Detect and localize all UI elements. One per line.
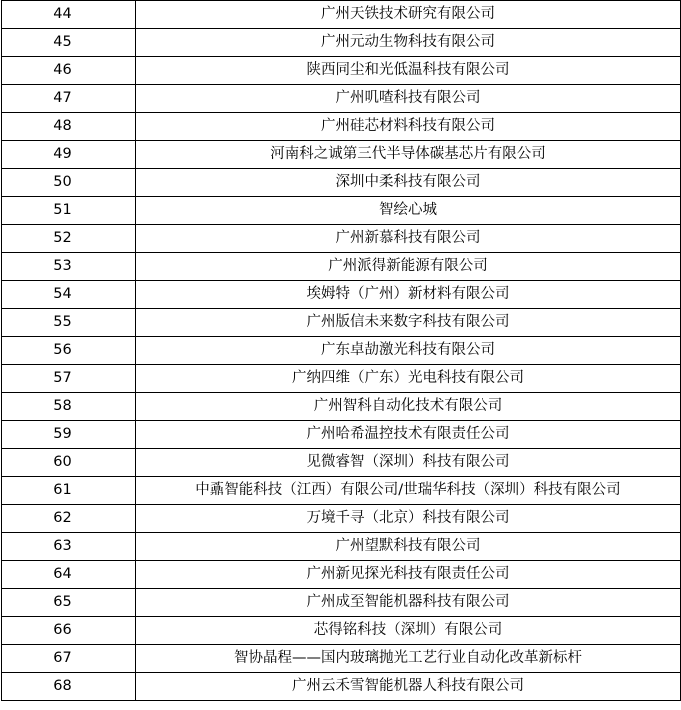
company-name: 智协晶程——国内玻璃抛光工艺行业自动化改革新标杆 — [136, 645, 681, 673]
row-number: 47 — [2, 85, 136, 113]
table-row — [2, 57, 681, 85]
row-number: 56 — [2, 337, 136, 365]
table-row — [2, 253, 681, 281]
company-name: 万境千寻（北京）科技有限公司 — [136, 505, 681, 533]
company-name: 广州天铁技术研究有限公司 — [136, 1, 681, 29]
table-row — [2, 533, 681, 561]
company-name: 广州智科自动化技术有限公司 — [136, 393, 681, 421]
row-number: 46 — [2, 57, 136, 85]
row-number: 61 — [2, 477, 136, 505]
company-name: 广州新见探光科技有限责任公司 — [136, 561, 681, 589]
table-row — [2, 85, 681, 113]
row-number: 68 — [2, 673, 136, 701]
company-name: 广州版信未来数字科技有限公司 — [136, 309, 681, 337]
table-row — [2, 449, 681, 477]
table-row — [2, 393, 681, 421]
company-name: 陕西同尘和光低温科技有限公司 — [136, 57, 681, 85]
row-number: 57 — [2, 365, 136, 393]
row-number: 59 — [2, 421, 136, 449]
row-number: 64 — [2, 561, 136, 589]
row-number: 60 — [2, 449, 136, 477]
company-name: 广纳四维（广东）光电科技有限公司 — [136, 365, 681, 393]
company-name: 见微睿智（深圳）科技有限公司 — [136, 449, 681, 477]
company-name: 广州哈希温控技术有限责任公司 — [136, 421, 681, 449]
row-number: 66 — [2, 617, 136, 645]
row-number: 44 — [2, 1, 136, 29]
row-number: 48 — [2, 113, 136, 141]
company-name: 深圳中柔科技有限公司 — [136, 169, 681, 197]
row-number: 45 — [2, 29, 136, 57]
company-name: 广州叽喳科技有限公司 — [136, 85, 681, 113]
table-row — [2, 225, 681, 253]
table-row — [2, 589, 681, 617]
table-body — [2, 1, 681, 701]
row-number: 52 — [2, 225, 136, 253]
company-name: 智绘心城 — [136, 197, 681, 225]
company-name: 河南科之诚第三代半导体碳基芯片有限公司 — [136, 141, 681, 169]
company-name: 广州成至智能机器科技有限公司 — [136, 589, 681, 617]
row-number: 63 — [2, 533, 136, 561]
row-number: 65 — [2, 589, 136, 617]
company-name: 广州派得新能源有限公司 — [136, 253, 681, 281]
table-row — [2, 197, 681, 225]
table-row — [2, 113, 681, 141]
company-name: 广州新慕科技有限公司 — [136, 225, 681, 253]
row-number: 54 — [2, 281, 136, 309]
row-number: 51 — [2, 197, 136, 225]
company-name: 埃姆特（广州）新材料有限公司 — [136, 281, 681, 309]
company-name: 广州望默科技有限公司 — [136, 533, 681, 561]
table-row — [2, 561, 681, 589]
table-row — [2, 169, 681, 197]
company-name: 广州硅芯材料科技有限公司 — [136, 113, 681, 141]
row-number: 53 — [2, 253, 136, 281]
table-row — [2, 281, 681, 309]
company-name: 广州云禾雪智能机器人科技有限公司 — [136, 673, 681, 701]
company-name: 广州元动生物科技有限公司 — [136, 29, 681, 57]
company-name: 芯得铭科技（深圳）有限公司 — [136, 617, 681, 645]
table-row — [2, 141, 681, 169]
row-number: 67 — [2, 645, 136, 673]
table-row — [2, 645, 681, 673]
table-row — [2, 365, 681, 393]
row-number: 55 — [2, 309, 136, 337]
row-number: 58 — [2, 393, 136, 421]
company-table — [1, 0, 681, 701]
table-row — [2, 505, 681, 533]
table-row — [2, 673, 681, 701]
row-number: 50 — [2, 169, 136, 197]
table-row — [2, 337, 681, 365]
table-row — [2, 309, 681, 337]
row-number: 49 — [2, 141, 136, 169]
table-row — [2, 1, 681, 29]
table-row — [2, 477, 681, 505]
table-row — [2, 29, 681, 57]
table-row — [2, 421, 681, 449]
table-row — [2, 617, 681, 645]
row-number: 62 — [2, 505, 136, 533]
company-name: 中鼒智能科技（江西）有限公司/世瑞华科技（深圳）科技有限公司 — [136, 477, 681, 505]
company-name: 广东卓劼激光科技有限公司 — [136, 337, 681, 365]
